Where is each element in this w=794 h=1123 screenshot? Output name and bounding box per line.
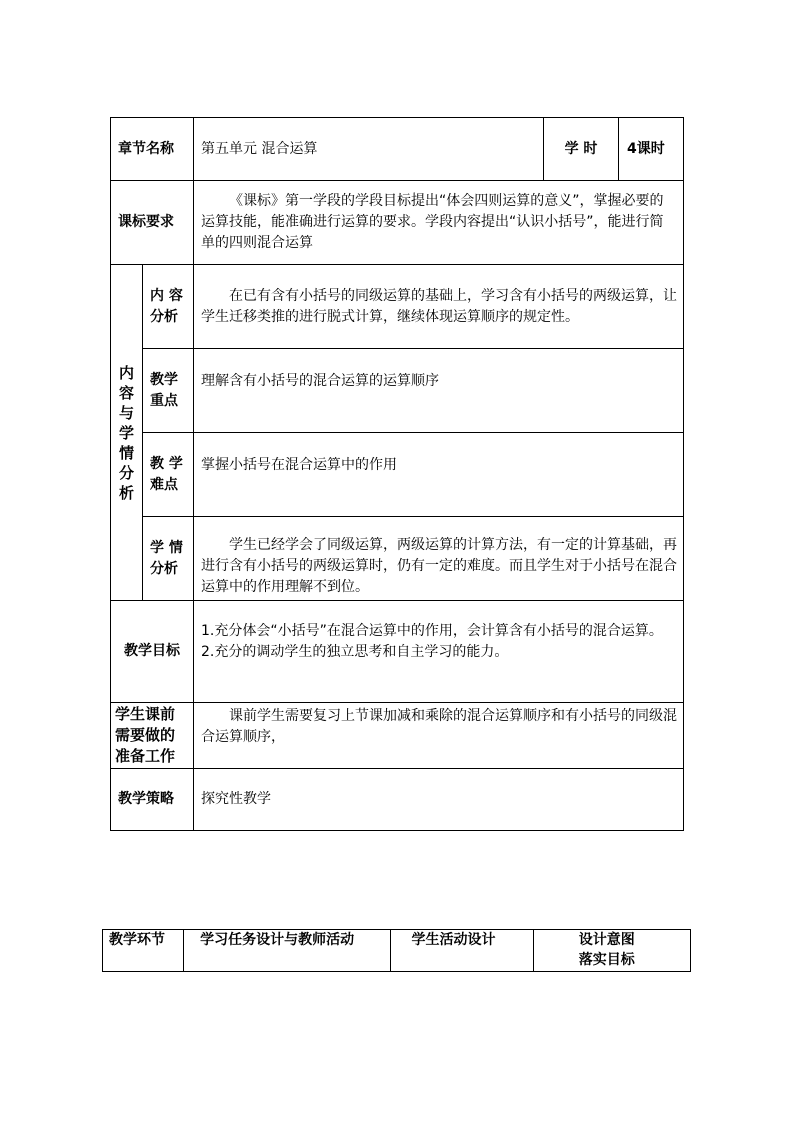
- curriculum-row: [111, 181, 684, 265]
- content-label: 内 容 分析: [143, 265, 194, 349]
- goals-row: [111, 601, 684, 703]
- difficulty-text: 掌握小括号在混合运算中的作用: [194, 433, 684, 517]
- header-student-activity: 学生活动设计: [391, 930, 533, 972]
- prep-label: 学生课前 需要做的 准备工作: [111, 703, 194, 769]
- student-label: 学 情 分析: [143, 517, 194, 601]
- student-analysis-row: [111, 517, 684, 601]
- analysis-char: 析: [118, 483, 134, 502]
- teaching-process-table: [102, 929, 691, 972]
- analysis-char: 容: [118, 383, 134, 402]
- prep-row: [111, 703, 684, 769]
- key-text: 理解含有小括号的混合运算的运算顺序: [194, 349, 684, 433]
- strategy-row: [111, 769, 684, 831]
- hours-value: 4课时: [619, 118, 684, 181]
- key-point-row: [111, 349, 684, 433]
- curriculum-label: 课标要求: [111, 181, 194, 265]
- chapter-row: [111, 118, 684, 181]
- goals-cell: [194, 601, 684, 703]
- goal-item: 2.充分的调动学生的独立思考和自主学习的能力。: [201, 644, 509, 660]
- analysis-char: 与: [118, 403, 134, 422]
- analysis-char: 学: [118, 423, 134, 442]
- content-text: 在已有含有小括号的同级运算的基础上，学习含有小括号的两级运算，让学生迁移类推的进行脱式计算，继续体现运算顺序的规定性。: [194, 265, 684, 349]
- strategy-text: 探究性教学: [194, 769, 684, 831]
- goal-item: 1.充分体会“小括号”在混合运算中的作用，会计算含有小括号的混合运算。: [201, 623, 663, 639]
- hours-label: 学 时: [544, 118, 619, 181]
- content-analysis-row: [111, 265, 684, 349]
- goals-label: 教学目标: [111, 601, 194, 703]
- student-text: 学生已经学会了同级运算，两级运算的计算方法，有一定的计算基础，再进行含有小括号的两级运算时，仍有一定的难度。而且学生对于小括号在混合运算中的作用理解不到位。: [194, 517, 684, 601]
- analysis-char: 分: [118, 463, 134, 482]
- strategy-label: 教学策略: [111, 769, 194, 831]
- process-header-row: [103, 930, 691, 972]
- header-teaching-stage: 教学环节: [103, 930, 184, 972]
- chapter-label: 章节名称: [111, 118, 194, 181]
- chapter-value: 第五单元 混合运算: [194, 118, 544, 181]
- lesson-plan-table: [110, 117, 684, 831]
- header-teacher-activity: 学习任务设计与教师活动: [184, 930, 391, 972]
- curriculum-text: 《课标》第一学段的学段目标提出“体会四则运算的意义”，掌握必要的运算技能，能准确进行运算的要求。学段内容提出“认识小括号”，能进行简单的四则混合运算: [194, 181, 684, 265]
- difficulty-label: 教 学 难点: [143, 433, 194, 517]
- prep-text: 课前学生需要复习上节课加减和乘除的混合运算顺序和有小括号的同级混合运算顺序，: [194, 703, 684, 769]
- analysis-char: 内: [118, 363, 134, 382]
- analysis-section-label: [111, 265, 143, 601]
- analysis-char: 情: [118, 443, 134, 462]
- key-label: 教学 重点: [143, 349, 194, 433]
- header-design-intent: 设计意图 落实目标: [533, 930, 690, 972]
- difficulty-row: [111, 433, 684, 517]
